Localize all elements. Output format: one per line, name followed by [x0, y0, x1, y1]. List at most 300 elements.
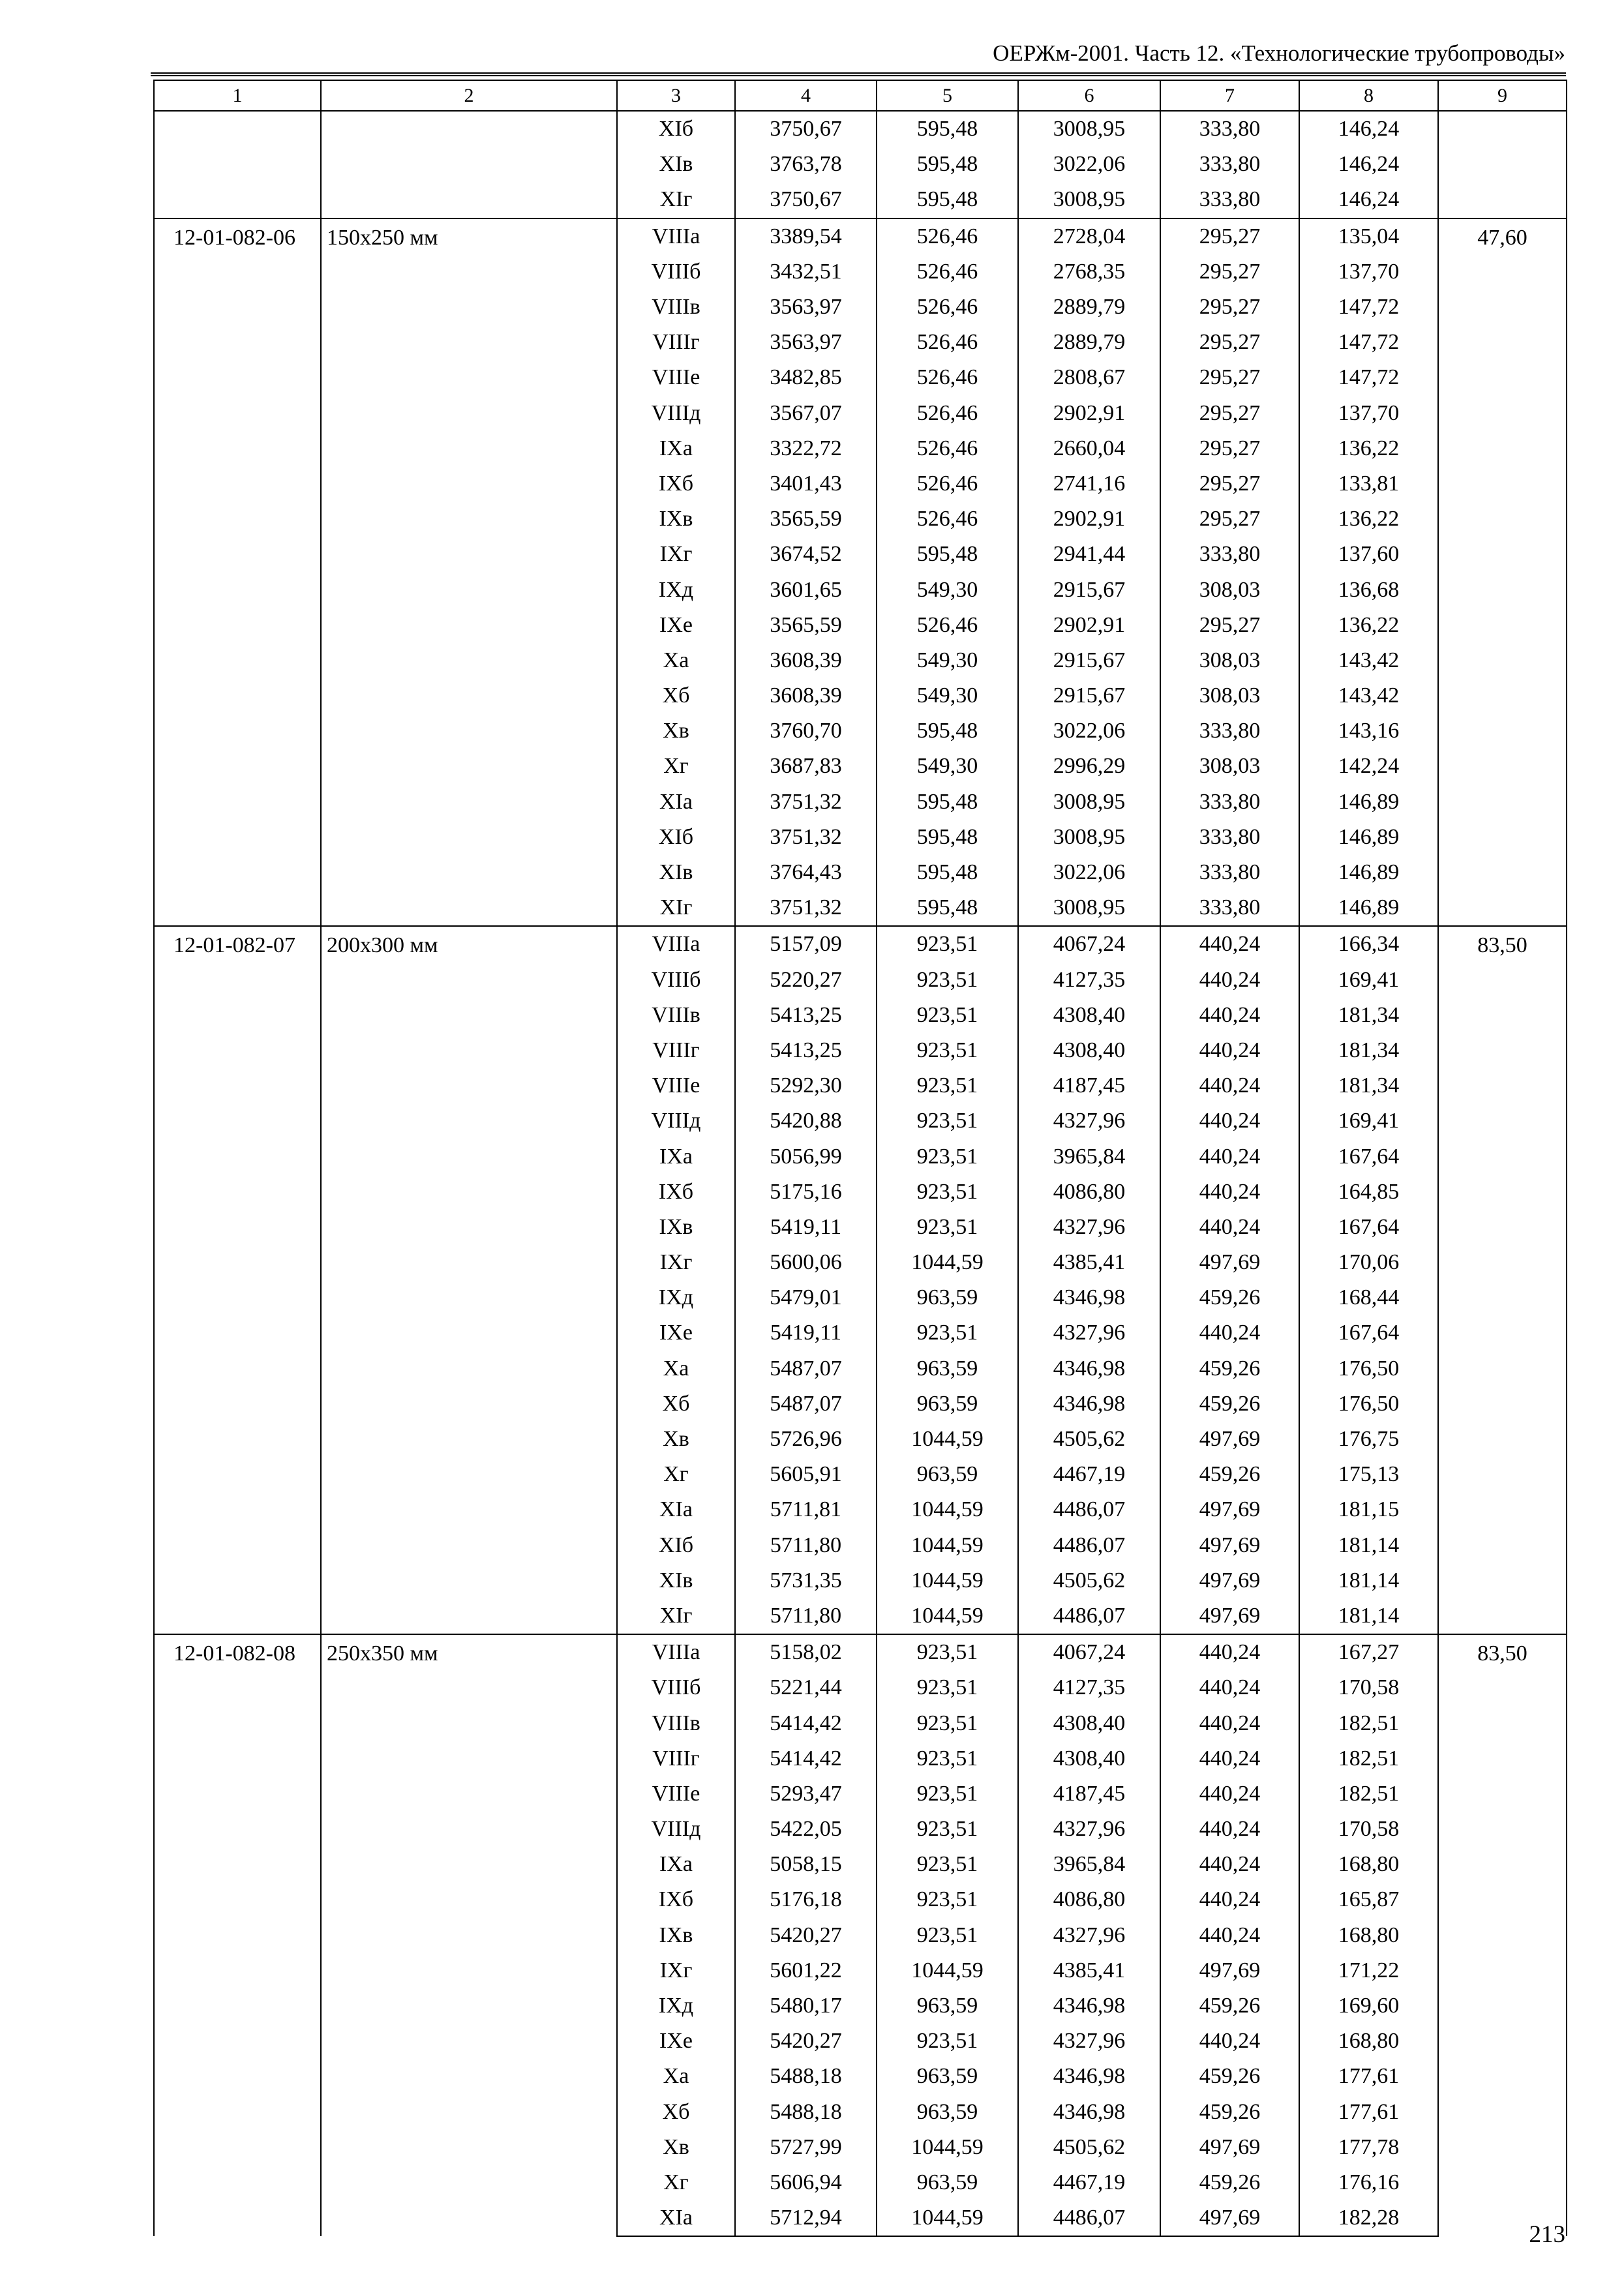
price-cell: 595,48	[877, 111, 1018, 147]
price-cell: 308,03	[1160, 572, 1299, 607]
region-class: VIIIа	[617, 926, 735, 962]
price-cell: 526,46	[877, 254, 1018, 290]
price-cell: 3750,67	[735, 182, 877, 218]
price-cell: 440,24	[1160, 1918, 1299, 1953]
price-cell: 963,59	[877, 2095, 1018, 2130]
price-cell: 169,41	[1299, 963, 1438, 998]
price-cell: 146,89	[1299, 855, 1438, 890]
region-class: IXд	[617, 572, 735, 607]
price-cell: 168,44	[1299, 1280, 1438, 1315]
price-cell: 333,80	[1160, 537, 1299, 572]
price-cell: 923,51	[877, 1882, 1018, 1917]
price-cell: 3008,95	[1018, 820, 1160, 855]
region-class: IXг	[617, 537, 735, 572]
price-cell: 923,51	[877, 1847, 1018, 1882]
price-cell: 181,34	[1299, 998, 1438, 1033]
price-cell: 459,26	[1160, 1280, 1299, 1315]
price-cell: 923,51	[877, 998, 1018, 1033]
price-cell: 5422,05	[735, 1812, 877, 1847]
price-cell: 923,51	[877, 1670, 1018, 1705]
price-cell: 5488,18	[735, 2095, 877, 2130]
price-cell: 143,42	[1299, 678, 1438, 713]
price-cell: 963,59	[877, 1386, 1018, 1422]
price-cell: 963,59	[877, 2059, 1018, 2094]
price-cell: 5727,99	[735, 2130, 877, 2165]
price-cell: 2915,67	[1018, 572, 1160, 607]
price-cell: 147,72	[1299, 325, 1438, 360]
region-class: IXб	[617, 1882, 735, 1917]
extra-value: 83,50	[1438, 926, 1567, 1634]
price-cell: 3608,39	[735, 678, 877, 713]
price-cell: 333,80	[1160, 182, 1299, 218]
price-cell: 181,14	[1299, 1598, 1438, 1634]
price-cell: 526,46	[877, 360, 1018, 395]
price-cell: 137,70	[1299, 254, 1438, 290]
price-cell: 3022,06	[1018, 147, 1160, 182]
price-cell: 595,48	[877, 713, 1018, 749]
price-cell: 4486,07	[1018, 1528, 1160, 1563]
price-cell: 923,51	[877, 1068, 1018, 1103]
price-cell: 295,27	[1160, 608, 1299, 643]
table-row	[154, 1634, 1567, 1670]
region-class: IXг	[617, 1245, 735, 1280]
price-cell: 182,28	[1299, 2200, 1438, 2236]
price-cell: 333,80	[1160, 147, 1299, 182]
price-cell: 5420,88	[735, 1103, 877, 1139]
price-cell: 526,46	[877, 608, 1018, 643]
region-class: IXд	[617, 1280, 735, 1315]
price-cell: 295,27	[1160, 254, 1299, 290]
region-class: IXв	[617, 1918, 735, 1953]
price-cell: 497,69	[1160, 2200, 1299, 2236]
price-cell: 3482,85	[735, 360, 877, 395]
price-cell: 4327,96	[1018, 1918, 1160, 1953]
price-cell: 459,26	[1160, 2059, 1299, 2094]
price-cell: 440,24	[1160, 1068, 1299, 1103]
price-cell: 526,46	[877, 218, 1018, 254]
price-cell: 4385,41	[1018, 1953, 1160, 1988]
price-cell: 4086,80	[1018, 1174, 1160, 1210]
price-cell: 1044,59	[877, 2130, 1018, 2165]
price-cell: 3008,95	[1018, 111, 1160, 147]
price-cell: 5414,42	[735, 1741, 877, 1776]
price-cell: 3022,06	[1018, 713, 1160, 749]
price-cell: 176,50	[1299, 1386, 1438, 1422]
price-cell: 146,89	[1299, 820, 1438, 855]
price-cell: 5600,06	[735, 1245, 877, 1280]
region-class: VIIIг	[617, 325, 735, 360]
price-cell: 181,14	[1299, 1563, 1438, 1598]
price-cell: 1044,59	[877, 1245, 1018, 1280]
region-class: IXв	[617, 1210, 735, 1245]
price-cell: 5292,30	[735, 1068, 877, 1103]
price-cell: 3965,84	[1018, 1847, 1160, 1882]
header-rule	[151, 72, 1566, 76]
price-cell: 1044,59	[877, 1598, 1018, 1634]
price-cell: 137,60	[1299, 537, 1438, 572]
region-class: VIIIе	[617, 360, 735, 395]
price-cell: 295,27	[1160, 431, 1299, 466]
region-class: IXб	[617, 1174, 735, 1210]
price-cell: 3008,95	[1018, 785, 1160, 820]
price-cell: 182,51	[1299, 1776, 1438, 1812]
region-class: IXе	[617, 2024, 735, 2059]
price-cell: 4067,24	[1018, 926, 1160, 962]
price-cell: 4308,40	[1018, 1741, 1160, 1776]
price-cell: 526,46	[877, 396, 1018, 431]
region-class: XIг	[617, 1598, 735, 1634]
price-cell: 181,15	[1299, 1492, 1438, 1527]
price-cell: 5221,44	[735, 1670, 877, 1705]
price-cell: 5487,07	[735, 1386, 877, 1422]
price-cell: 595,48	[877, 785, 1018, 820]
region-class: VIIIа	[617, 1634, 735, 1670]
region-class: IXг	[617, 1953, 735, 1988]
price-cell: 133,81	[1299, 466, 1438, 501]
price-cell: 497,69	[1160, 1953, 1299, 1988]
column-number: 2	[321, 80, 617, 111]
price-cell: 308,03	[1160, 643, 1299, 678]
price-cell: 3750,67	[735, 111, 877, 147]
price-cell: 4505,62	[1018, 1422, 1160, 1457]
price-cell: 4308,40	[1018, 1033, 1160, 1068]
region-class: VIIIб	[617, 1670, 735, 1705]
region-class: IXб	[617, 466, 735, 501]
price-cell: 146,24	[1299, 111, 1438, 147]
price-cell: 4346,98	[1018, 1386, 1160, 1422]
price-table	[153, 80, 1567, 2237]
price-cell: 143,42	[1299, 643, 1438, 678]
price-cell: 963,59	[877, 2165, 1018, 2200]
price-cell: 3751,32	[735, 785, 877, 820]
price-cell: 526,46	[877, 325, 1018, 360]
price-cell: 3674,52	[735, 537, 877, 572]
duct-size: 150х250 мм	[321, 218, 617, 927]
price-cell: 5712,94	[735, 2200, 877, 2236]
region-class: XIа	[617, 785, 735, 820]
price-cell: 4346,98	[1018, 2095, 1160, 2130]
price-cell: 2915,67	[1018, 678, 1160, 713]
column-number-row	[154, 80, 1567, 111]
price-cell: 459,26	[1160, 2095, 1299, 2130]
price-cell: 497,69	[1160, 1245, 1299, 1280]
region-class: Xа	[617, 2059, 735, 2094]
price-cell: 3965,84	[1018, 1139, 1160, 1174]
price-cell: 3432,51	[735, 254, 877, 290]
region-class: VIIIг	[617, 1033, 735, 1068]
price-cell: 5056,99	[735, 1139, 877, 1174]
extra-value	[1438, 111, 1567, 218]
price-cell: 595,48	[877, 147, 1018, 182]
price-cell: 181,34	[1299, 1033, 1438, 1068]
price-cell: 5606,94	[735, 2165, 877, 2200]
region-class: VIIIг	[617, 1741, 735, 1776]
column-number: 5	[877, 80, 1018, 111]
price-cell: 459,26	[1160, 1988, 1299, 2024]
price-cell: 1044,59	[877, 1492, 1018, 1527]
price-cell: 4308,40	[1018, 1705, 1160, 1741]
price-cell: 146,24	[1299, 147, 1438, 182]
price-cell: 459,26	[1160, 2165, 1299, 2200]
price-cell: 167,27	[1299, 1634, 1438, 1670]
price-cell: 5414,42	[735, 1705, 877, 1741]
price-cell: 3760,70	[735, 713, 877, 749]
column-number: 4	[735, 80, 877, 111]
price-cell: 165,87	[1299, 1882, 1438, 1917]
price-cell: 5293,47	[735, 1776, 877, 1812]
price-cell: 166,34	[1299, 926, 1438, 962]
price-cell: 526,46	[877, 431, 1018, 466]
price-cell: 497,69	[1160, 1563, 1299, 1598]
price-cell: 136,68	[1299, 572, 1438, 607]
region-class: Xб	[617, 1386, 735, 1422]
price-cell: 170,58	[1299, 1670, 1438, 1705]
price-cell: 4327,96	[1018, 1210, 1160, 1245]
region-class: VIIIа	[617, 218, 735, 254]
price-cell: 4346,98	[1018, 1988, 1160, 2024]
price-cell: 333,80	[1160, 713, 1299, 749]
duct-size: 200х300 мм	[321, 926, 617, 1634]
region-class: XIб	[617, 820, 735, 855]
price-cell: 3751,32	[735, 820, 877, 855]
region-class: IXе	[617, 1315, 735, 1351]
price-cell: 4346,98	[1018, 1351, 1160, 1386]
price-cell: 136,22	[1299, 501, 1438, 537]
price-cell: 1044,59	[877, 1953, 1018, 1988]
price-cell: 3563,97	[735, 325, 877, 360]
region-class: VIIIб	[617, 254, 735, 290]
price-cell: 923,51	[877, 1705, 1018, 1741]
price-cell: 5158,02	[735, 1634, 877, 1670]
price-cell: 181,34	[1299, 1068, 1438, 1103]
price-cell: 3764,43	[735, 855, 877, 890]
price-cell: 169,60	[1299, 1988, 1438, 2024]
price-cell: 923,51	[877, 963, 1018, 998]
region-class: VIIIб	[617, 963, 735, 998]
price-cell: 923,51	[877, 1776, 1018, 1812]
price-cell: 923,51	[877, 1634, 1018, 1670]
price-cell: 963,59	[877, 1457, 1018, 1492]
rate-code: 12-01-082-08	[154, 1634, 321, 2236]
price-cell: 4127,35	[1018, 963, 1160, 998]
price-cell: 5726,96	[735, 1422, 877, 1457]
region-class: Xб	[617, 678, 735, 713]
price-cell: 595,48	[877, 820, 1018, 855]
region-class: Xб	[617, 2095, 735, 2130]
region-class: IXе	[617, 608, 735, 643]
price-cell: 295,27	[1160, 218, 1299, 254]
price-cell: 1044,59	[877, 2200, 1018, 2236]
price-cell: 181,14	[1299, 1528, 1438, 1563]
price-cell: 5176,18	[735, 1882, 877, 1917]
price-cell: 923,51	[877, 1812, 1018, 1847]
region-class: IXа	[617, 1139, 735, 1174]
region-class: IXд	[617, 1988, 735, 2024]
price-cell: 3008,95	[1018, 890, 1160, 926]
price-cell: 923,51	[877, 1139, 1018, 1174]
region-class: Xа	[617, 1351, 735, 1386]
price-cell: 3008,95	[1018, 182, 1160, 218]
price-cell: 175,13	[1299, 1457, 1438, 1492]
price-cell: 440,24	[1160, 1139, 1299, 1174]
price-cell: 4505,62	[1018, 2130, 1160, 2165]
price-cell: 440,24	[1160, 1705, 1299, 1741]
price-cell: 526,46	[877, 466, 1018, 501]
price-cell: 2660,04	[1018, 431, 1160, 466]
region-class: Xг	[617, 2165, 735, 2200]
region-class: VIIIв	[617, 998, 735, 1033]
price-cell: 4346,98	[1018, 2059, 1160, 2094]
price-cell: 167,64	[1299, 1315, 1438, 1351]
price-cell: 167,64	[1299, 1139, 1438, 1174]
price-cell: 3401,43	[735, 466, 877, 501]
table-row	[154, 926, 1567, 962]
price-cell: 440,24	[1160, 1776, 1299, 1812]
price-cell: 3322,72	[735, 431, 877, 466]
region-class: XIг	[617, 890, 735, 926]
column-number: 9	[1438, 80, 1567, 111]
price-cell: 440,24	[1160, 1670, 1299, 1705]
price-cell: 177,61	[1299, 2095, 1438, 2130]
duct-size: 250х350 мм	[321, 1634, 617, 2236]
price-cell: 5488,18	[735, 2059, 877, 2094]
price-cell: 497,69	[1160, 1598, 1299, 1634]
price-cell: 923,51	[877, 1315, 1018, 1351]
price-cell: 595,48	[877, 182, 1018, 218]
price-cell: 167,64	[1299, 1210, 1438, 1245]
region-class: VIIIд	[617, 1812, 735, 1847]
region-class: XIа	[617, 1492, 735, 1527]
price-cell: 5601,22	[735, 1953, 877, 1988]
price-cell: 176,16	[1299, 2165, 1438, 2200]
price-cell: 4187,45	[1018, 1068, 1160, 1103]
price-cell: 923,51	[877, 1918, 1018, 1953]
price-cell: 5487,07	[735, 1351, 877, 1386]
table-row	[154, 111, 1567, 147]
price-cell: 4467,19	[1018, 1457, 1160, 1492]
region-class: VIIIв	[617, 1705, 735, 1741]
column-number: 6	[1018, 80, 1160, 111]
price-cell: 3763,78	[735, 147, 877, 182]
price-cell: 440,24	[1160, 1315, 1299, 1351]
rate-code: 12-01-082-07	[154, 926, 321, 1634]
price-cell: 2741,16	[1018, 466, 1160, 501]
price-cell: 595,48	[877, 537, 1018, 572]
price-cell: 5605,91	[735, 1457, 877, 1492]
price-cell: 295,27	[1160, 396, 1299, 431]
price-cell: 2915,67	[1018, 643, 1160, 678]
price-cell: 3601,65	[735, 572, 877, 607]
region-class: VIIIд	[617, 1103, 735, 1139]
price-cell: 4086,80	[1018, 1882, 1160, 1917]
price-cell: 168,80	[1299, 2024, 1438, 2059]
price-cell: 295,27	[1160, 290, 1299, 325]
price-cell: 4327,96	[1018, 1315, 1160, 1351]
price-cell: 4327,96	[1018, 1103, 1160, 1139]
rate-code: 12-01-082-06	[154, 218, 321, 927]
price-cell: 333,80	[1160, 111, 1299, 147]
price-cell: 440,24	[1160, 2024, 1299, 2059]
region-class: VIIIв	[617, 290, 735, 325]
extra-value: 83,50	[1438, 1634, 1567, 2236]
price-cell: 923,51	[877, 1033, 1018, 1068]
price-cell: 5711,80	[735, 1528, 877, 1563]
price-cell: 176,75	[1299, 1422, 1438, 1457]
price-cell: 4467,19	[1018, 2165, 1160, 2200]
price-cell: 440,24	[1160, 926, 1299, 962]
region-class: XIв	[617, 855, 735, 890]
price-cell: 440,24	[1160, 1210, 1299, 1245]
price-cell: 5419,11	[735, 1210, 877, 1245]
price-cell: 440,24	[1160, 1033, 1299, 1068]
price-cell: 440,24	[1160, 1882, 1299, 1917]
price-cell: 5413,25	[735, 998, 877, 1033]
price-cell: 5058,15	[735, 1847, 877, 1882]
price-cell: 497,69	[1160, 1528, 1299, 1563]
region-class: XIв	[617, 147, 735, 182]
price-cell: 177,61	[1299, 2059, 1438, 2094]
price-cell: 295,27	[1160, 466, 1299, 501]
price-cell: 3608,39	[735, 643, 877, 678]
price-cell: 440,24	[1160, 963, 1299, 998]
price-cell: 1044,59	[877, 1422, 1018, 1457]
region-class: IXа	[617, 1847, 735, 1882]
price-cell: 4486,07	[1018, 1492, 1160, 1527]
region-class: Xг	[617, 1457, 735, 1492]
price-cell: 1044,59	[877, 1528, 1018, 1563]
price-cell: 333,80	[1160, 890, 1299, 926]
column-number: 3	[617, 80, 735, 111]
price-cell: 4486,07	[1018, 1598, 1160, 1634]
page-number: 213	[1529, 2221, 1565, 2248]
price-cell: 169,41	[1299, 1103, 1438, 1139]
price-cell: 146,89	[1299, 890, 1438, 926]
price-cell: 5480,17	[735, 1988, 877, 2024]
price-cell: 5420,27	[735, 2024, 877, 2059]
price-cell: 2768,35	[1018, 254, 1160, 290]
price-cell: 308,03	[1160, 749, 1299, 784]
price-cell: 170,06	[1299, 1245, 1438, 1280]
price-cell: 333,80	[1160, 820, 1299, 855]
price-cell: 3567,07	[735, 396, 877, 431]
price-cell: 4505,62	[1018, 1563, 1160, 1598]
price-cell: 526,46	[877, 501, 1018, 537]
price-cell: 595,48	[877, 890, 1018, 926]
price-cell: 497,69	[1160, 1492, 1299, 1527]
price-cell: 440,24	[1160, 1634, 1299, 1670]
price-cell: 440,24	[1160, 1103, 1299, 1139]
region-class: Xв	[617, 713, 735, 749]
price-cell: 4308,40	[1018, 998, 1160, 1033]
region-class: Xв	[617, 1422, 735, 1457]
price-cell: 182,51	[1299, 1741, 1438, 1776]
price-cell: 168,80	[1299, 1918, 1438, 1953]
price-cell: 295,27	[1160, 325, 1299, 360]
price-cell: 440,24	[1160, 998, 1299, 1033]
price-cell: 5175,16	[735, 1174, 877, 1210]
price-cell: 164,85	[1299, 1174, 1438, 1210]
price-cell: 5419,11	[735, 1315, 877, 1351]
price-cell: 2728,04	[1018, 218, 1160, 254]
region-class: Xг	[617, 749, 735, 784]
price-cell: 308,03	[1160, 678, 1299, 713]
price-cell: 2902,91	[1018, 608, 1160, 643]
price-cell: 3022,06	[1018, 855, 1160, 890]
price-cell: 3563,97	[735, 290, 877, 325]
price-cell: 333,80	[1160, 855, 1299, 890]
region-class: Xа	[617, 643, 735, 678]
price-cell: 142,24	[1299, 749, 1438, 784]
